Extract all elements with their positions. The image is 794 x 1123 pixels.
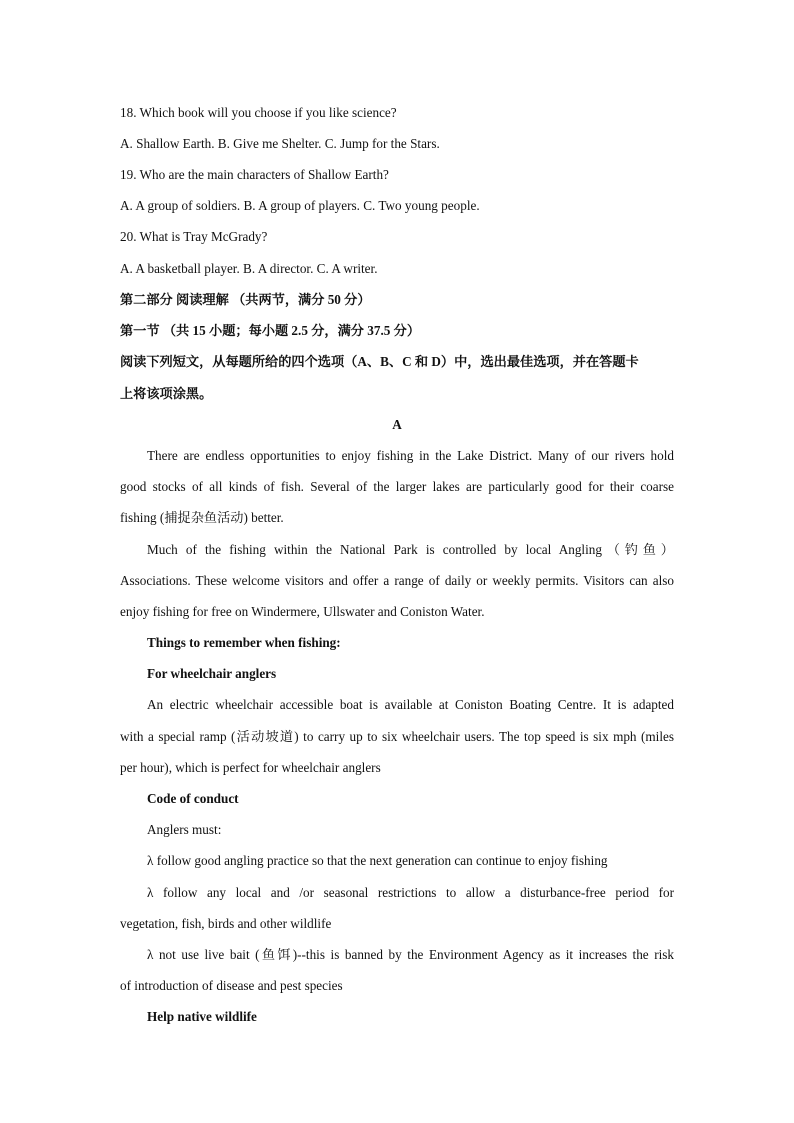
heading-help-native-wildlife: Help native wildlife <box>147 1009 257 1024</box>
heading-code-of-conduct: Code of conduct <box>147 791 239 806</box>
rule-3-line-2: of introduction of disease and pest species <box>120 978 343 993</box>
instruction-line-1: 阅读下列短文，从每题所给的四个选项（A、B、C 和 D）中，选出最佳选项，并在答题卡 <box>120 354 639 369</box>
paragraph-3-line-3: per hour), which is perfect for wheelchair anglers <box>120 760 381 775</box>
anglers-must: Anglers must: <box>147 822 222 837</box>
heading-wheelchair-anglers: For wheelchair anglers <box>147 666 277 681</box>
question-19-options: A. A group of soldiers. B. A group of players. C. Two young people. <box>120 198 480 213</box>
section-subtitle: 第一节 （共 15 小题；每小题 2.5 分，满分 37.5 分） <box>120 323 421 338</box>
question-20-options: A. A basketball player. B. A director. C. A writer. <box>120 261 378 276</box>
question-18: 18. Which book will you choose if you like science? <box>120 105 397 120</box>
paragraph-2-line-2: Associations. These welcome visitors and offer a range of daily or weekly permits. Visitors can also <box>120 573 674 588</box>
rule-3-line-1: λ not use live bait (鱼饵)--this is banned by the Environment Agency as it increases the risk <box>147 947 674 962</box>
paragraph-2-line-3: enjoy fishing for free on Windermere, Ullswater and Coniston Water. <box>120 604 485 619</box>
rule-1: λ follow good angling practice so that the next generation can continue to enjoy fishing <box>147 853 608 868</box>
paragraph-3-line-1: An electric wheelchair accessible boat is available at Coniston Boating Centre. It is adapted <box>147 697 674 712</box>
paragraph-2-line-1: Much of the fishing within the National Park is controlled by local Angling（钓鱼） <box>147 542 674 557</box>
question-20: 20. What is Tray McGrady? <box>120 229 268 244</box>
rule-2-line-1: λ follow any local and /or seasonal restrictions to allow a disturbance-free period for <box>147 885 674 900</box>
paragraph-1-line-1: There are endless opportunities to enjoy fishing in the Lake District. Many of our rivers hold <box>147 448 674 463</box>
passage-label: A <box>392 417 402 432</box>
paragraph-3-line-2: with a special ramp (活动坡道) to carry up to six wheelchair users. The top speed is six mph (miles <box>120 729 674 744</box>
rule-2-line-2: vegetation, fish, birds and other wildlife <box>120 916 332 931</box>
question-18-options: A. Shallow Earth. B. Give me Shelter. C. Jump for the Stars. <box>120 136 440 151</box>
heading-things-to-remember: Things to remember when fishing: <box>147 635 341 650</box>
paragraph-1-line-2: good stocks of all kinds of fish. Several of the larger lakes are particularly good for their coarse <box>120 479 674 494</box>
instruction-line-2: 上将该项涂黑。 <box>120 386 213 401</box>
paragraph-1-line-3: fishing (捕捉杂鱼活动) better. <box>120 510 284 525</box>
question-19: 19. Who are the main characters of Shallow Earth? <box>120 167 389 182</box>
part-title: 第二部分 阅读理解 （共两节，满分 50 分） <box>120 292 371 307</box>
